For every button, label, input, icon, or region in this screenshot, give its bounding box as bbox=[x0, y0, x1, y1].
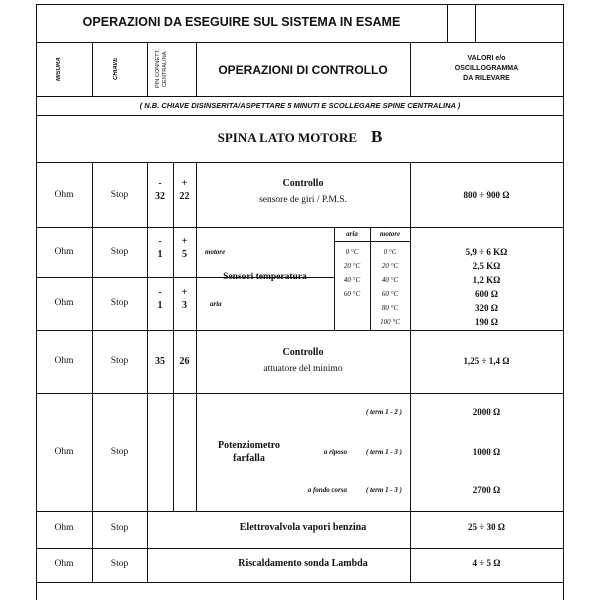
pin-number: 32 bbox=[155, 191, 165, 202]
terminal-label: ( term 1 - 3 ) bbox=[366, 486, 402, 494]
pin-number: 35 bbox=[155, 356, 165, 367]
label-aria: aria bbox=[210, 300, 222, 308]
misura-cell: Ohm bbox=[54, 523, 74, 533]
col-header-operazioni: OPERAZIONI DI CONTROLLO bbox=[218, 63, 388, 77]
misura-cell: Ohm bbox=[54, 247, 74, 257]
operation-title: Controllo bbox=[282, 347, 324, 358]
col-header-misura: MISURA bbox=[56, 57, 62, 81]
pin-number: 1 bbox=[157, 300, 163, 311]
col-header-chiave: CHIAVE bbox=[113, 57, 119, 81]
rule bbox=[36, 4, 564, 5]
rule bbox=[36, 162, 564, 163]
expected-value: 25 ÷ 30 Ω bbox=[468, 522, 505, 532]
rule bbox=[475, 4, 476, 42]
rule bbox=[563, 4, 564, 600]
chiave-cell: Stop bbox=[110, 559, 129, 569]
expected-value: 4 ÷ 5 Ω bbox=[472, 558, 501, 568]
temp-value: 20 °C bbox=[343, 262, 361, 270]
rule bbox=[36, 511, 564, 512]
temp-value: 100 °C bbox=[380, 318, 400, 326]
section-title bbox=[0, 127, 600, 147]
rule bbox=[410, 162, 411, 582]
temp-value: 0 °C bbox=[383, 248, 397, 256]
rule bbox=[92, 162, 93, 582]
rule bbox=[147, 42, 148, 96]
corner-mark: - bbox=[518, 2, 520, 8]
expected-value: 2,5 KΩ bbox=[472, 261, 501, 271]
rule bbox=[173, 162, 174, 511]
misura-cell: Ohm bbox=[54, 356, 74, 366]
expected-value: 320 Ω bbox=[475, 303, 498, 313]
expected-value: 600 Ω bbox=[475, 289, 498, 299]
expected-value: 2700 Ω bbox=[472, 485, 501, 495]
pin-number: 26 bbox=[179, 356, 190, 367]
pin-number: 5 bbox=[182, 249, 187, 260]
condition-label: a riposo bbox=[323, 448, 347, 456]
expected-value: 1,2 KΩ bbox=[472, 275, 501, 285]
terminal-label: ( term 1 - 2 ) bbox=[366, 408, 402, 416]
temp-value: 0 °C bbox=[345, 248, 359, 256]
rule bbox=[36, 548, 564, 549]
chiave-cell: Stop bbox=[110, 447, 129, 457]
rule bbox=[334, 241, 410, 242]
col-header-valori-2: OSCILLOGRAMMA bbox=[454, 65, 519, 72]
col-header-valori-1: VALORI e/o bbox=[467, 55, 506, 62]
pin-number: 1 bbox=[157, 249, 163, 260]
misura-cell: Ohm bbox=[54, 559, 74, 569]
pin-sign: - bbox=[158, 236, 162, 247]
rule bbox=[36, 96, 564, 97]
temp-header-motore: motore bbox=[379, 230, 401, 238]
operation-subtitle: attuatore del minimo bbox=[263, 364, 343, 374]
operation-title: Sensori temperatura bbox=[223, 272, 307, 282]
temp-value: 40 °C bbox=[343, 276, 361, 284]
operation-title: Controllo bbox=[282, 178, 324, 189]
operation-title: Elettrovalvola vapori benzina bbox=[239, 522, 367, 533]
temp-value: 20 °C bbox=[381, 262, 399, 270]
temp-header-aria: aria bbox=[346, 230, 358, 238]
operation-subtitle: sensore de giri / P.M.S. bbox=[259, 195, 347, 205]
rule bbox=[36, 227, 564, 228]
pin-sign: - bbox=[158, 287, 162, 298]
pin-sign: + bbox=[181, 178, 188, 189]
chiave-cell: Stop bbox=[110, 356, 129, 366]
pin-number: 22 bbox=[179, 191, 190, 202]
rule bbox=[36, 393, 564, 394]
rule bbox=[36, 42, 564, 43]
expected-value: 2000 Ω bbox=[472, 407, 501, 417]
expected-value: 5,9 ÷ 6 KΩ bbox=[465, 247, 508, 257]
condition-label: a fondo corsa bbox=[307, 486, 347, 494]
operation-title: farfalla bbox=[233, 453, 265, 464]
rule bbox=[36, 582, 564, 583]
temp-value: 60 °C bbox=[381, 290, 399, 298]
expected-value: 190 Ω bbox=[475, 317, 498, 327]
chiave-cell: Stop bbox=[110, 247, 129, 257]
misura-cell: Ohm bbox=[54, 190, 74, 200]
rule bbox=[36, 330, 564, 331]
terminal-label: ( term 1 - 3 ) bbox=[366, 448, 402, 456]
temp-value: 80 °C bbox=[381, 304, 399, 312]
expected-value: 1,25 ÷ 1,4 Ω bbox=[463, 356, 510, 366]
chiave-cell: Stop bbox=[110, 523, 129, 533]
chiave-cell: Stop bbox=[110, 190, 129, 200]
rule bbox=[92, 42, 93, 96]
pin-sign: + bbox=[181, 236, 188, 247]
temp-value: 60 °C bbox=[343, 290, 361, 298]
expected-value: 1000 Ω bbox=[472, 447, 501, 457]
pin-number: 3 bbox=[182, 300, 187, 311]
operation-title: Potenziometro bbox=[217, 440, 280, 451]
rule bbox=[36, 115, 564, 116]
pin-sign: + bbox=[181, 287, 188, 298]
rule bbox=[447, 4, 448, 42]
expected-value: 800 ÷ 900 Ω bbox=[463, 190, 510, 200]
misura-cell: Ohm bbox=[54, 447, 74, 457]
chiave-cell: Stop bbox=[110, 298, 129, 308]
document-title: OPERAZIONI DA ESEGUIRE SUL SISTEMA IN ESAME bbox=[82, 15, 401, 29]
note-row: ( N.B. CHIAVE DISINSERITA/ASPETTARE 5 MINUTI E SCOLLEGARE SPINE CENTRALINA ) bbox=[139, 101, 461, 110]
operation-title: Riscaldamento sonda Lambda bbox=[238, 558, 368, 569]
misura-cell: Ohm bbox=[54, 298, 74, 308]
label-motore: motore bbox=[205, 248, 226, 256]
rule bbox=[147, 162, 148, 582]
col-header-pin: PIN CONNETT. CENTRALINA bbox=[155, 49, 168, 89]
pin-sign: - bbox=[158, 178, 162, 189]
col-header-valori-3: DA RILEVARE bbox=[463, 75, 510, 82]
temp-value: 40 °C bbox=[381, 276, 399, 284]
section-title-text: SPINA LATO MOTORE bbox=[217, 130, 358, 145]
section-letter: B bbox=[371, 127, 383, 146]
